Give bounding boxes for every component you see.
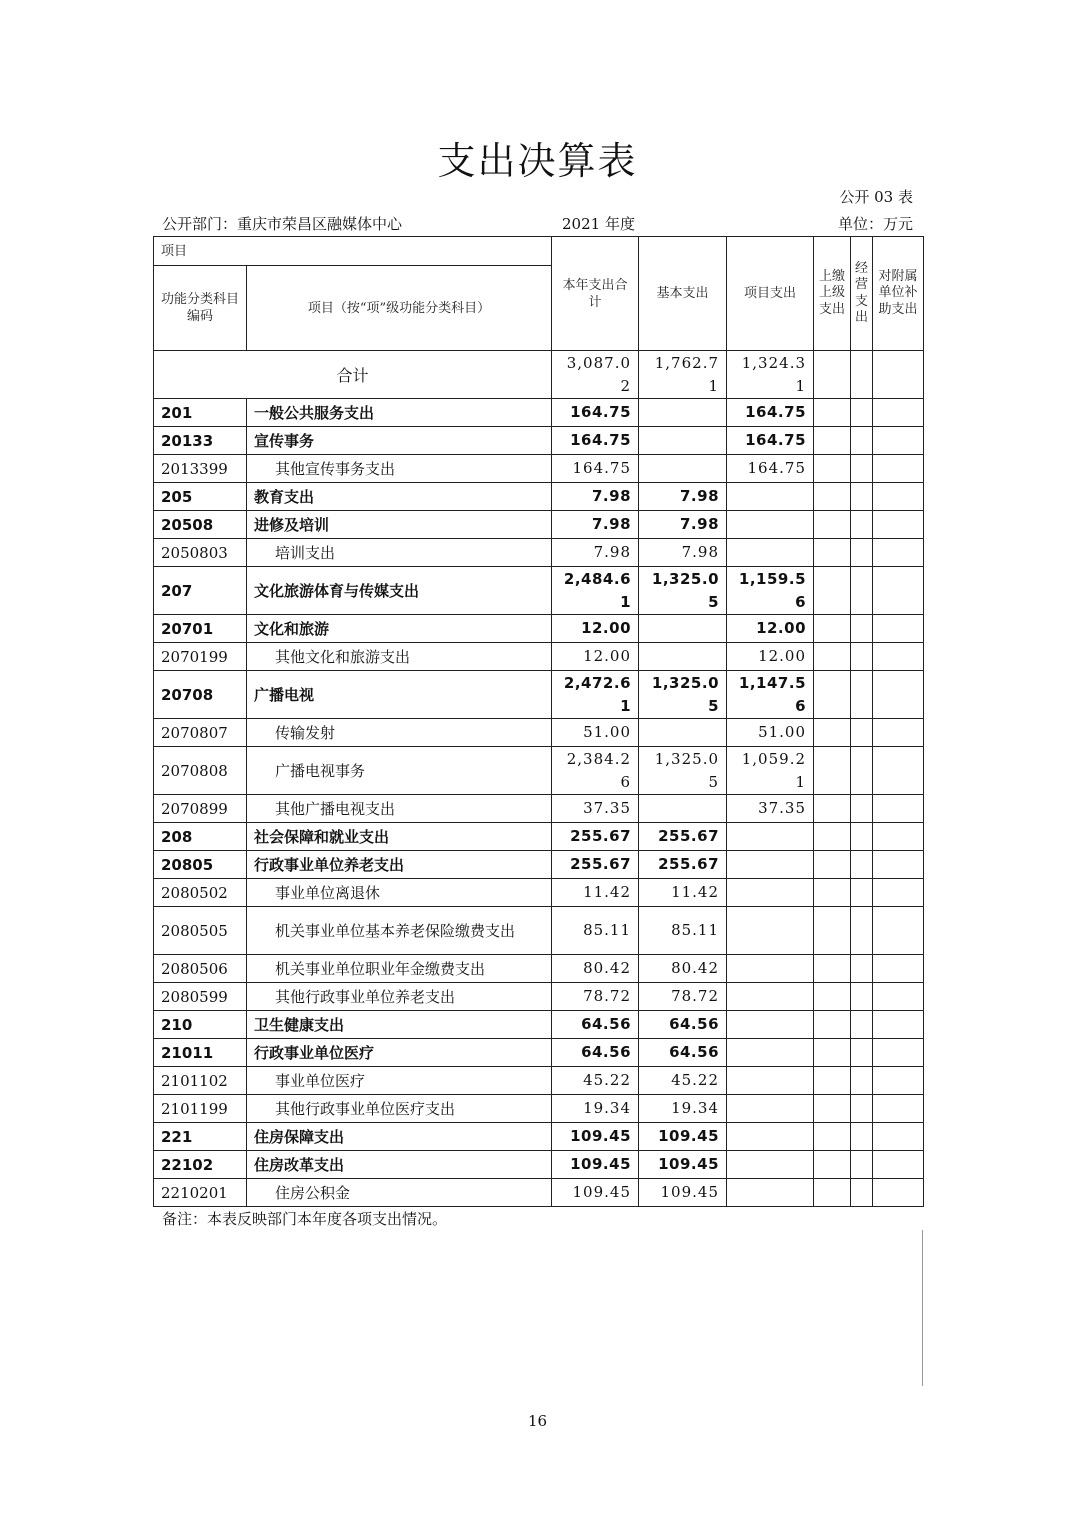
row-total: 2,472.61 (552, 671, 639, 719)
row-name: 机关事业单位职业年金缴费支出 (247, 955, 552, 983)
row-upper (814, 1179, 851, 1207)
row-project: 12.00 (727, 643, 814, 671)
row-total: 255.67 (552, 823, 639, 851)
row-total: 7.98 (552, 483, 639, 511)
row-project (727, 1123, 814, 1151)
row-basic: 255.67 (639, 851, 727, 879)
row-upper (814, 643, 851, 671)
row-upper (814, 719, 851, 747)
row-total: 2,384.26 (552, 747, 639, 795)
row-business (851, 955, 873, 983)
row-project (727, 955, 814, 983)
row-business (851, 851, 873, 879)
row-upper (814, 907, 851, 955)
row-total: 164.75 (552, 399, 639, 427)
row-code: 2101102 (154, 1067, 247, 1095)
row-basic: 7.98 (639, 511, 727, 539)
row-business (851, 719, 873, 747)
row-business (851, 823, 873, 851)
row-name: 进修及培训 (247, 511, 552, 539)
row-project: 1,059.21 (727, 747, 814, 795)
row-subsidy (873, 1123, 924, 1151)
row-basic: 45.22 (639, 1067, 727, 1095)
row-basic: 1,325.05 (639, 747, 727, 795)
row-subsidy (873, 983, 924, 1011)
form-number: 公开 03 表 (839, 188, 913, 206)
row-subsidy (873, 399, 924, 427)
row-upper (814, 1039, 851, 1067)
row-code: 20508 (154, 511, 247, 539)
row-name: 其他行政事业单位养老支出 (247, 983, 552, 1011)
row-total: 64.56 (552, 1039, 639, 1067)
row-name: 行政事业单位养老支出 (247, 851, 552, 879)
table-row (154, 1095, 924, 1123)
row-code: 208 (154, 823, 247, 851)
row-basic: 80.42 (639, 955, 727, 983)
row-code: 2210201 (154, 1179, 247, 1207)
table-row (154, 1067, 924, 1095)
row-subsidy (873, 511, 924, 539)
row-name: 社会保障和就业支出 (247, 823, 552, 851)
row-business (851, 671, 873, 719)
row-total: 7.98 (552, 539, 639, 567)
row-name: 广播电视事务 (247, 747, 552, 795)
row-project: 51.00 (727, 719, 814, 747)
row-upper (814, 823, 851, 851)
table-body (154, 399, 924, 1207)
row-project (727, 1095, 814, 1123)
row-subsidy (873, 1067, 924, 1095)
row-name: 事业单位医疗 (247, 1067, 552, 1095)
row-project (727, 851, 814, 879)
table-row (154, 483, 924, 511)
row-business (851, 1095, 873, 1123)
row-basic: 109.45 (639, 1151, 727, 1179)
row-upper (814, 983, 851, 1011)
row-project (727, 1179, 814, 1207)
row-business (851, 539, 873, 567)
row-business (851, 907, 873, 955)
row-business (851, 1011, 873, 1039)
row-subsidy (873, 1039, 924, 1067)
total-subsidy (873, 351, 924, 399)
row-project (727, 983, 814, 1011)
row-code: 20805 (154, 851, 247, 879)
row-upper (814, 1151, 851, 1179)
table-row (154, 1039, 924, 1067)
row-code: 2070199 (154, 643, 247, 671)
header-business: 经营支出 (851, 237, 873, 351)
row-code: 201 (154, 399, 247, 427)
row-basic: 78.72 (639, 983, 727, 1011)
row-project (727, 1067, 814, 1095)
row-business (851, 747, 873, 795)
row-project (727, 1011, 814, 1039)
row-name: 住房公积金 (247, 1179, 552, 1207)
row-upper (814, 671, 851, 719)
row-total: 85.11 (552, 907, 639, 955)
row-name: 广播电视 (247, 671, 552, 719)
row-name: 其他行政事业单位医疗支出 (247, 1095, 552, 1123)
row-total: 12.00 (552, 643, 639, 671)
row-project (727, 1039, 814, 1067)
row-subsidy (873, 455, 924, 483)
row-total: 109.45 (552, 1123, 639, 1151)
row-code: 221 (154, 1123, 247, 1151)
row-business (851, 983, 873, 1011)
table-row (154, 615, 924, 643)
row-total: 19.34 (552, 1095, 639, 1123)
row-total: 11.42 (552, 879, 639, 907)
table-row (154, 671, 924, 719)
header-basic: 基本支出 (639, 237, 727, 351)
row-project (727, 879, 814, 907)
row-code: 2070807 (154, 719, 247, 747)
footnote: 备注：本表反映部门本年度各项支出情况。 (162, 1210, 448, 1228)
row-total: 12.00 (552, 615, 639, 643)
row-code: 2070808 (154, 747, 247, 795)
row-basic: 64.56 (639, 1039, 727, 1067)
row-basic: 109.45 (639, 1179, 727, 1207)
row-code: 2080505 (154, 907, 247, 955)
row-code: 210 (154, 1011, 247, 1039)
row-subsidy (873, 1095, 924, 1123)
row-basic (639, 643, 727, 671)
table-row (154, 747, 924, 795)
total-basic: 1,762.71 (639, 351, 727, 399)
row-name: 事业单位离退休 (247, 879, 552, 907)
row-name: 文化旅游体育与传媒支出 (247, 567, 552, 615)
row-subsidy (873, 643, 924, 671)
row-basic: 19.34 (639, 1095, 727, 1123)
row-name: 文化和旅游 (247, 615, 552, 643)
row-upper (814, 1123, 851, 1151)
row-basic: 1,325.05 (639, 567, 727, 615)
row-upper (814, 1011, 851, 1039)
row-basic: 7.98 (639, 539, 727, 567)
row-code: 21011 (154, 1039, 247, 1067)
row-name: 教育支出 (247, 483, 552, 511)
row-upper (814, 851, 851, 879)
header-subsidy: 对附属单位补助支出 (873, 237, 924, 351)
row-upper (814, 955, 851, 983)
table-row (154, 539, 924, 567)
row-business (851, 1123, 873, 1151)
row-total: 164.75 (552, 427, 639, 455)
row-basic (639, 399, 727, 427)
row-subsidy (873, 671, 924, 719)
row-total: 64.56 (552, 1011, 639, 1039)
row-project (727, 907, 814, 955)
row-basic: 109.45 (639, 1123, 727, 1151)
row-subsidy (873, 823, 924, 851)
row-upper (814, 1067, 851, 1095)
row-basic: 255.67 (639, 823, 727, 851)
row-basic: 85.11 (639, 907, 727, 955)
expenditure-table (153, 236, 924, 1207)
row-subsidy (873, 483, 924, 511)
table-row (154, 879, 924, 907)
row-upper (814, 455, 851, 483)
row-business (851, 643, 873, 671)
total-row (154, 351, 924, 399)
row-code: 2050803 (154, 539, 247, 567)
table-row (154, 1151, 924, 1179)
header-item: 项目 (154, 237, 552, 266)
table-row (154, 1123, 924, 1151)
row-code: 207 (154, 567, 247, 615)
row-basic (639, 455, 727, 483)
row-code: 2080506 (154, 955, 247, 983)
row-basic (639, 795, 727, 823)
row-code: 2101199 (154, 1095, 247, 1123)
row-total: 109.45 (552, 1179, 639, 1207)
row-project (727, 823, 814, 851)
row-upper (814, 483, 851, 511)
row-code: 22102 (154, 1151, 247, 1179)
row-project: 37.35 (727, 795, 814, 823)
row-upper (814, 511, 851, 539)
row-subsidy (873, 1179, 924, 1207)
row-total: 2,484.61 (552, 567, 639, 615)
row-project: 164.75 (727, 455, 814, 483)
department-label: 公开部门：重庆市荣昌区融媒体中心 (162, 215, 403, 233)
row-business (851, 455, 873, 483)
table-row (154, 427, 924, 455)
row-upper (814, 747, 851, 795)
row-name: 宣传事务 (247, 427, 552, 455)
row-upper (814, 567, 851, 615)
row-name: 卫生健康支出 (247, 1011, 552, 1039)
row-project (727, 511, 814, 539)
row-total: 109.45 (552, 1151, 639, 1179)
table-row (154, 455, 924, 483)
margin-line (922, 1230, 923, 1386)
row-basic (639, 427, 727, 455)
row-project: 164.75 (727, 427, 814, 455)
table-row (154, 511, 924, 539)
row-subsidy (873, 567, 924, 615)
header-name: 项目（按“项”级功能分类科目） (247, 266, 552, 351)
row-business (851, 1151, 873, 1179)
row-subsidy (873, 747, 924, 795)
row-project (727, 483, 814, 511)
row-business (851, 1039, 873, 1067)
row-total: 80.42 (552, 955, 639, 983)
total-upper (814, 351, 851, 399)
row-business (851, 483, 873, 511)
row-business (851, 1179, 873, 1207)
row-basic: 1,325.05 (639, 671, 727, 719)
row-business (851, 427, 873, 455)
row-total: 51.00 (552, 719, 639, 747)
table-row (154, 1179, 924, 1207)
row-business (851, 879, 873, 907)
row-basic: 7.98 (639, 483, 727, 511)
row-basic: 64.56 (639, 1011, 727, 1039)
row-code: 205 (154, 483, 247, 511)
table-row (154, 851, 924, 879)
row-business (851, 511, 873, 539)
row-total: 37.35 (552, 795, 639, 823)
unit-label: 单位：万元 (837, 215, 913, 233)
row-upper (814, 879, 851, 907)
row-basic (639, 615, 727, 643)
header-total: 本年支出合计 (552, 237, 639, 351)
row-subsidy (873, 1011, 924, 1039)
row-upper (814, 795, 851, 823)
row-name: 其他广播电视支出 (247, 795, 552, 823)
total-label: 合计 (154, 351, 552, 399)
row-subsidy (873, 539, 924, 567)
header-project: 项目支出 (727, 237, 814, 351)
row-business (851, 795, 873, 823)
row-subsidy (873, 1151, 924, 1179)
row-subsidy (873, 795, 924, 823)
row-subsidy (873, 719, 924, 747)
table-row (154, 567, 924, 615)
row-subsidy (873, 615, 924, 643)
row-code: 20133 (154, 427, 247, 455)
table-row (154, 1011, 924, 1039)
row-subsidy (873, 955, 924, 983)
table-row (154, 795, 924, 823)
row-code: 20701 (154, 615, 247, 643)
row-upper (814, 427, 851, 455)
table-row (154, 983, 924, 1011)
row-project: 1,147.56 (727, 671, 814, 719)
row-code: 2080502 (154, 879, 247, 907)
row-subsidy (873, 427, 924, 455)
row-total: 164.75 (552, 455, 639, 483)
row-name: 机关事业单位基本养老保险缴费支出 (247, 907, 552, 955)
row-upper (814, 1095, 851, 1123)
header-upper: 上缴上级支出 (814, 237, 851, 351)
row-code: 2070899 (154, 795, 247, 823)
row-project: 12.00 (727, 615, 814, 643)
row-name: 其他文化和旅游支出 (247, 643, 552, 671)
row-subsidy (873, 907, 924, 955)
total-amount: 3,087.02 (552, 351, 639, 399)
row-project (727, 539, 814, 567)
page-number: 16 (527, 1412, 548, 1430)
row-upper (814, 399, 851, 427)
row-business (851, 615, 873, 643)
row-name: 住房改革支出 (247, 1151, 552, 1179)
table-row (154, 719, 924, 747)
row-code: 20708 (154, 671, 247, 719)
table-row (154, 823, 924, 851)
row-project: 164.75 (727, 399, 814, 427)
row-business (851, 399, 873, 427)
row-total: 78.72 (552, 983, 639, 1011)
page-title: 支出决算表 (437, 139, 638, 183)
row-total: 45.22 (552, 1067, 639, 1095)
table-row (154, 955, 924, 983)
row-code: 2080599 (154, 983, 247, 1011)
row-total: 7.98 (552, 511, 639, 539)
row-basic: 11.42 (639, 879, 727, 907)
row-basic (639, 719, 727, 747)
fiscal-year: 2021 年度 (562, 215, 635, 233)
table-row (154, 643, 924, 671)
row-name: 其他宣传事务支出 (247, 455, 552, 483)
row-code: 2013399 (154, 455, 247, 483)
row-name: 行政事业单位医疗 (247, 1039, 552, 1067)
header-code: 功能分类科目编码 (154, 266, 247, 351)
row-subsidy (873, 851, 924, 879)
row-subsidy (873, 879, 924, 907)
total-business (851, 351, 873, 399)
row-business (851, 567, 873, 615)
row-name: 一般公共服务支出 (247, 399, 552, 427)
row-business (851, 1067, 873, 1095)
row-project: 1,159.56 (727, 567, 814, 615)
row-total: 255.67 (552, 851, 639, 879)
row-name: 住房保障支出 (247, 1123, 552, 1151)
total-project: 1,324.31 (727, 351, 814, 399)
row-upper (814, 615, 851, 643)
row-upper (814, 539, 851, 567)
row-name: 传输发射 (247, 719, 552, 747)
row-project (727, 1151, 814, 1179)
table-row (154, 399, 924, 427)
table-row (154, 907, 924, 955)
row-name: 培训支出 (247, 539, 552, 567)
